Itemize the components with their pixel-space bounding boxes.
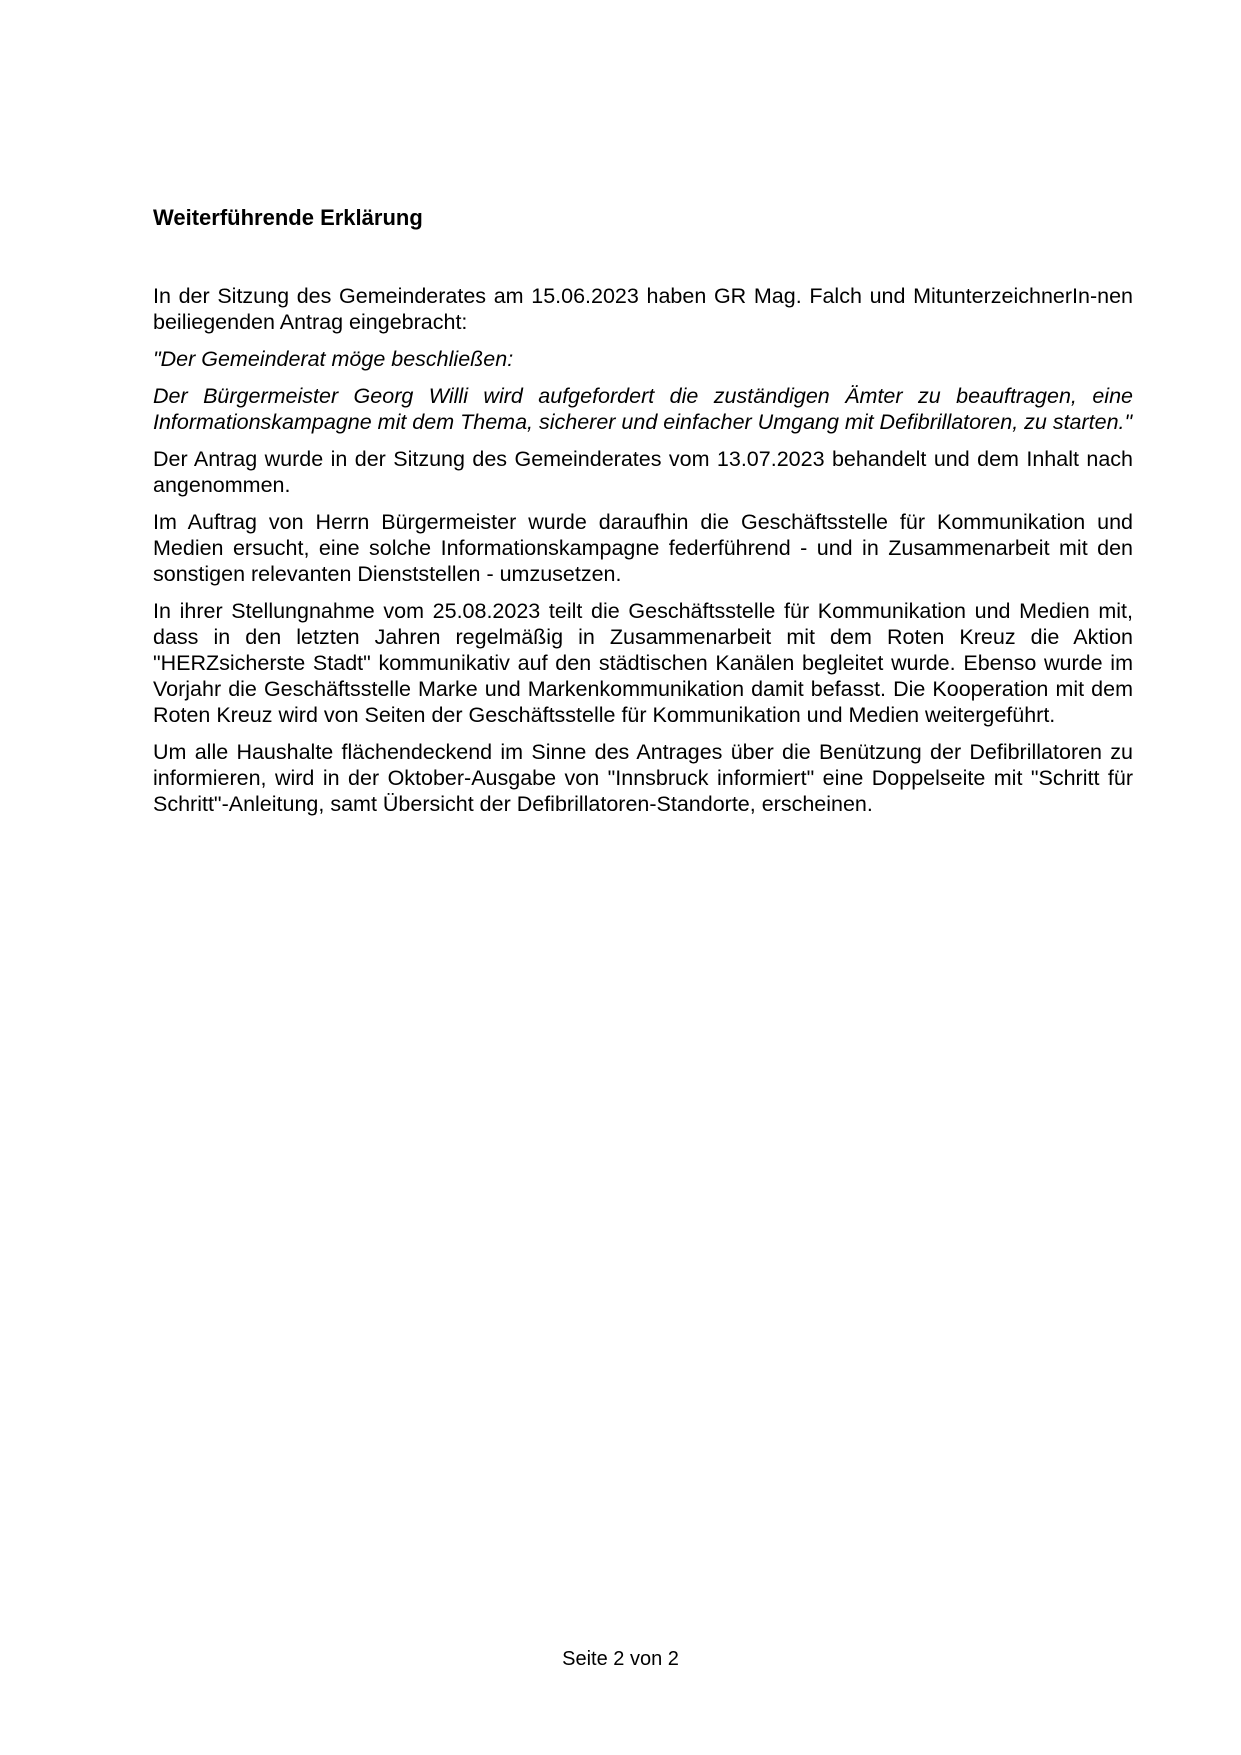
paragraph-decision: Der Antrag wurde in der Sitzung des Gemeinderates vom 13.07.2023 behandelt und dem Inhalt nach angenommen. [153, 447, 1133, 497]
paragraph-outcome: Um alle Haushalte flächendeckend im Sinne des Antrages über die Benützung der Defibrillatoren zu informieren, wird in der Oktober-Ausgabe von "Innsbruck informiert" eine Doppelseite mit "Schritt für Schritt"-Anleitung, samt Übersicht der Defibrillatoren-Standorte, erscheinen. [153, 740, 1133, 816]
paragraph-statement: In ihrer Stellungnahme vom 25.08.2023 teilt die Geschäftsstelle für Kommunikation und Medien mit, dass in den letzten Jahren regelmäßig in Zusammenarbeit mit dem Roten Kreuz die Aktion "HERZsicherste Stadt" kommunikativ auf den städtischen Kanälen begleitet wurde. Ebenso wurde im Vorjahr die Geschäftsstelle Marke und Markenkommunikation damit befasst. Die Kooperation mit dem Roten Kreuz wird von Seiten der Geschäftsstelle für Kommunikation und Medien weitergeführt. [153, 599, 1133, 727]
quote-motion: Der Bürgermeister Georg Willi wird aufgefordert die zuständigen Ämter zu beauftragen, eine Informationskampagne mit dem Thema, sicherer und einfacher Umgang mit Defibrillatoren, zu starten." [153, 384, 1133, 434]
paragraph-intro: In der Sitzung des Gemeinderates am 15.06.2023 haben GR Mag. Falch und MitunterzeichnerIn-nen beiliegenden Antrag eingebracht: [153, 284, 1133, 334]
paragraph-mandate: Im Auftrag von Herrn Bürgermeister wurde daraufhin die Geschäftsstelle für Kommunikation und Medien ersucht, eine solche Informationskampagne federführend - und in Zusammenarbeit mit den sonstigen relevanten Dienststellen - umzusetzen. [153, 510, 1133, 586]
page-number-footer: Seite 2 von 2 [562, 1648, 679, 1670]
section-heading: Weiterführende Erklärung [153, 205, 423, 230]
document-body [153, 203, 1133, 828]
quote-opening: "Der Gemeinderat möge beschließen: [153, 347, 514, 371]
